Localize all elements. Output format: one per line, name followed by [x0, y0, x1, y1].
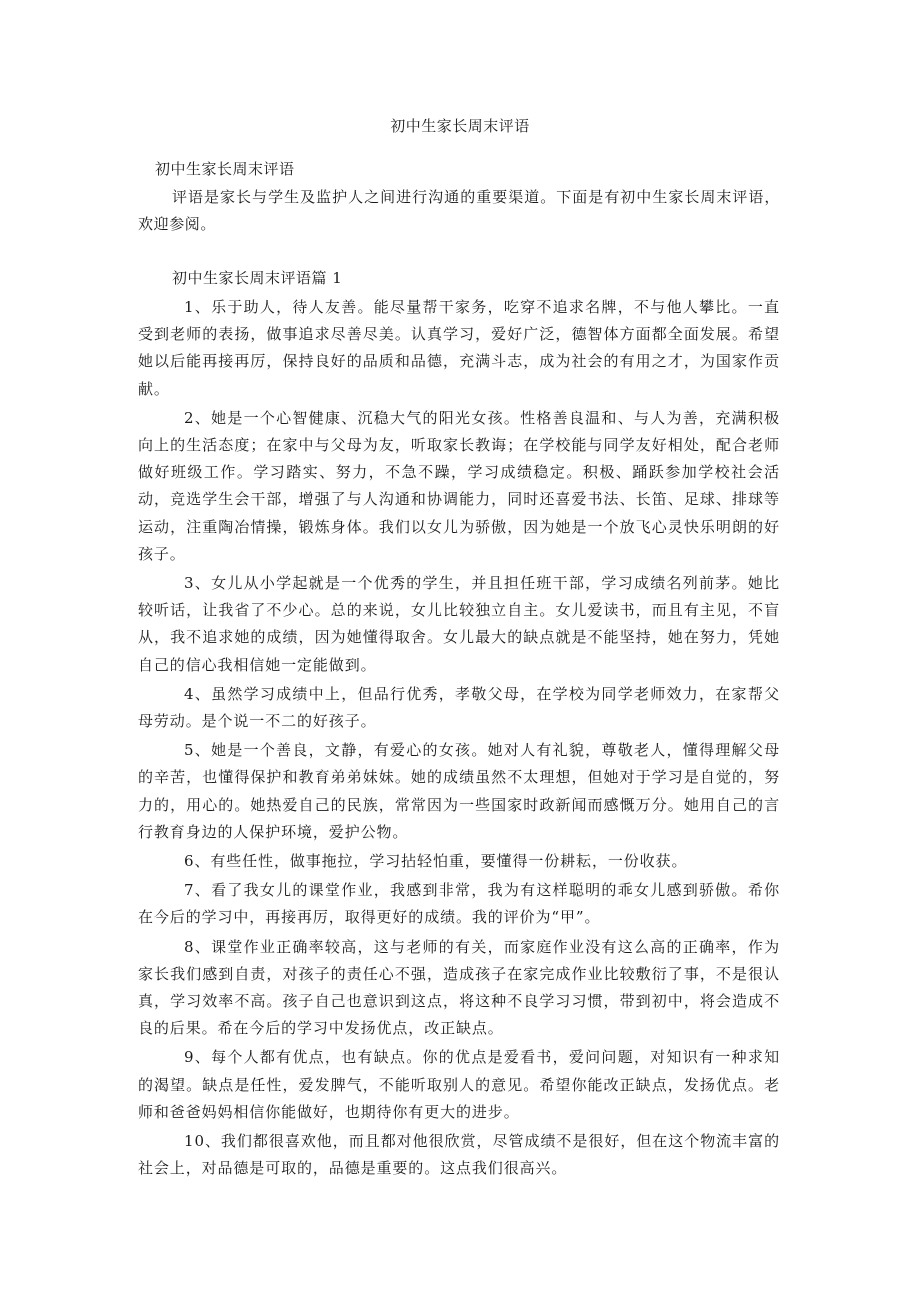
- comment-paragraph-5: 5、她是一个善良，文静，有爱心的女孩。她对人有礼貌，尊敬老人，懂得理解父母的辛苦，也懂得保护和教育弟弟妹妹。她的成绩虽然不太理想，但她对于学习是自觉的，努力的，用心的。她热爱自己的民族，常常因为一些国家时政新闻而感慨万分。她用自己的言行教育身边的人保护环境，爱护公物。: [138, 741, 780, 841]
- comment-paragraph-4: 4、虽然学习成绩中上，但品行优秀，孝敬父母，在学校为同学老师效力，在家帮父母劳动。是个说一不二的好孩子。: [138, 684, 780, 731]
- intro-paragraph: 评语是家长与学生及监护人之间进行沟通的重要渠道。下面是有初中生家长周末评语，欢迎参阅。: [138, 188, 780, 233]
- comment-paragraph-2: 2、她是一个心智健康、沉稳大气的阳光女孩。性格善良温和、与人为善，充满积极向上的生活态度；在家中与父母为友，听取家长教诲；在学校能与同学友好相处，配合老师做好班级工作。学习踏实、努力，不急不躁，学习成绩稳定。积极、踊跃参加学校社会活动，竞选学生会干部，增强了与人沟通和协调能力，同时还喜爱书法、长笛、足球、排球等运动，注重陶冶情操，锻炼身体。我们以女儿为骄傲，因为她是一个放飞心灵快乐明朗的好孩子。: [138, 408, 780, 563]
- page-title: 初中生家长周末评语: [390, 117, 530, 135]
- comment-paragraph-9: 9、每个人都有优点，也有缺点。你的优点是爱看书，爱问问题，对知识有一种求知的渴望。缺点是任性，爱发脾气，不能听取别人的意见。希望你能改正缺点，发扬优点。老师和爸爸妈妈相信你能做好，也期待你有更大的进步。: [138, 1048, 780, 1121]
- comment-paragraph-6: 6、有些任性，做事拖拉，学习拈轻怕重，要懂得一份耕耘，一份收获。: [184, 852, 688, 871]
- comment-paragraph-3: 3、女儿从小学起就是一个优秀的学生，并且担任班干部，学习成绩名列前茅。她比较听话，让我省了不少心。总的来说，女儿比较独立自主。女儿爱读书，而且有主见，不盲从，我不追求她的成绩，因为她懂得取舍。女儿最大的缺点就是不能坚持，她在努力，凭她自己的信心我相信她一定能做到。: [138, 574, 780, 674]
- section-heading: 初中生家长周末评语篇 1: [172, 269, 343, 287]
- comments-list: [138, 294, 780, 1185]
- comment-paragraph-1: 1、乐于助人，待人友善。能尽量帮干家务，吃穿不追求名牌，不与他人攀比。一直受到老师的表扬，做事追求尽善尽美。认真学习，爱好广泛，德智体方面都全面发展。希望她以后能再接再厉，保持良好的品质和品德，充满斗志，成为社会的有用之才，为国家作贡献。: [138, 298, 780, 398]
- comment-paragraph-7: 7、看了我女儿的课堂作业，我感到非常，我为有这样聪明的乖女儿感到骄傲。希你在今后的学习中，再接再厉，取得更好的成绩。我的评价为“甲”。: [138, 881, 780, 927]
- comment-paragraph-10: 10、我们都很喜欢他，而且都对他很欣赏，尽管成绩不是很好，但在这个物流丰富的社会上，对品德是可取的，品德是重要的。这点我们很高兴。: [138, 1132, 780, 1178]
- comment-paragraph-8: 8、课堂作业正确率较高，这与老师的有关，而家庭作业没有这么高的正确率，作为家长我们感到自责，对孩子的责任心不强，造成孩子在家完成作业比较敷衍了事，不是很认真，学习效率不高。孩子自己也意识到这点，将这种不良学习习惯，带到初中，将会造成不良的后果。希在今后的学习中发扬优点，改正缺点。: [138, 937, 780, 1038]
- document-subtitle: 初中生家长周末评语: [155, 160, 295, 178]
